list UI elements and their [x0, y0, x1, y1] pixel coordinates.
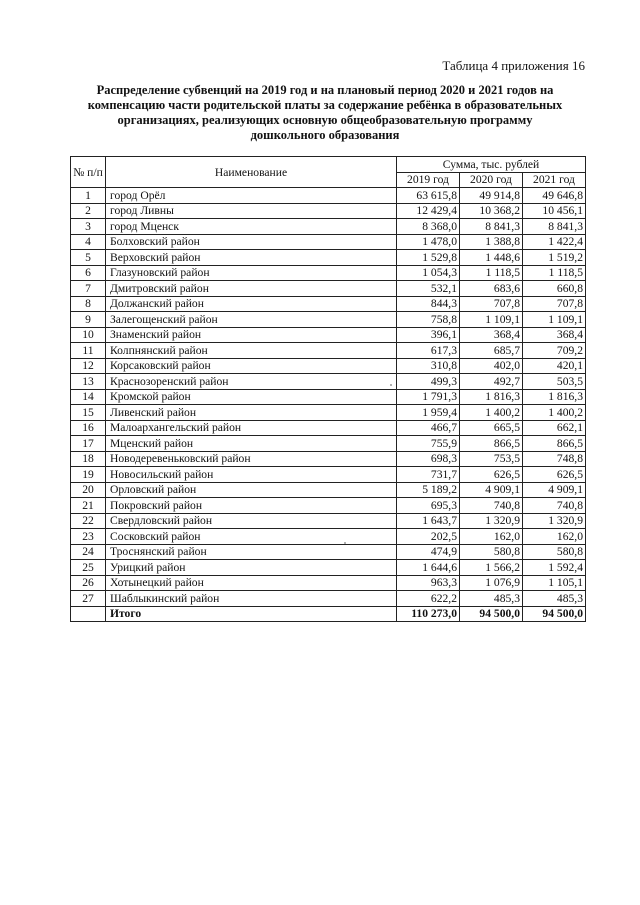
- row-2020: 683,6: [460, 281, 523, 297]
- row-name: Кромской район: [106, 389, 397, 405]
- scan-speck: [344, 542, 346, 544]
- row-2019: 731,7: [397, 467, 460, 483]
- row-2019: 844,3: [397, 296, 460, 312]
- row-num: 12: [71, 358, 106, 374]
- row-2020: 1 388,8: [460, 234, 523, 250]
- row-name: Урицкий район: [106, 560, 397, 576]
- row-num: 18: [71, 451, 106, 467]
- row-2021: 748,8: [523, 451, 586, 467]
- row-num: 21: [71, 498, 106, 514]
- row-2019: 963,3: [397, 575, 460, 591]
- row-num: 11: [71, 343, 106, 359]
- row-num: 26: [71, 575, 106, 591]
- row-2021: 1 118,5: [523, 265, 586, 281]
- row-name: Верховский район: [106, 250, 397, 266]
- row-2019: 532,1: [397, 281, 460, 297]
- table-row: [71, 591, 586, 607]
- header-row-1: [71, 157, 586, 173]
- row-2020: 4 909,1: [460, 482, 523, 498]
- header-year-2019: 2019 год: [397, 172, 460, 188]
- table-row: [71, 560, 586, 576]
- row-name: Хотынецкий район: [106, 575, 397, 591]
- header-year-2021: 2021 год: [523, 172, 586, 188]
- table-row: [71, 420, 586, 436]
- total-label: Итого: [106, 606, 397, 622]
- row-2020: 368,4: [460, 327, 523, 343]
- row-num: 19: [71, 467, 106, 483]
- row-name: Ливенский район: [106, 405, 397, 421]
- row-2021: 485,3: [523, 591, 586, 607]
- row-num: 8: [71, 296, 106, 312]
- table-row: [71, 358, 586, 374]
- row-2020: 485,3: [460, 591, 523, 607]
- row-2020: 580,8: [460, 544, 523, 560]
- row-name: Болховский район: [106, 234, 397, 250]
- row-num: 1: [71, 188, 106, 204]
- row-2020: 8 841,3: [460, 219, 523, 235]
- row-num: 23: [71, 529, 106, 545]
- row-2019: 8 368,0: [397, 219, 460, 235]
- row-2020: 626,5: [460, 467, 523, 483]
- total-2021: 94 500,0: [523, 606, 586, 622]
- table-row: [71, 405, 586, 421]
- table-row: [71, 529, 586, 545]
- row-2019: 622,2: [397, 591, 460, 607]
- row-name: Колпнянский район: [106, 343, 397, 359]
- row-2021: 1 320,9: [523, 513, 586, 529]
- row-2020: 1 118,5: [460, 265, 523, 281]
- row-2020: 162,0: [460, 529, 523, 545]
- row-2021: 4 909,1: [523, 482, 586, 498]
- row-2021: 8 841,3: [523, 219, 586, 235]
- header-sum: Сумма, тыс. рублей: [397, 157, 586, 173]
- row-name: Залегощенский район: [106, 312, 397, 328]
- document-title: Распределение субвенций на 2019 год и на плановый период 2020 и 2021 годов на компенсацию части родительской платы за содержание ребёнка в образовательных организациях, реализующих основную общеобразовательную программу дошкольного образования: [87, 83, 563, 142]
- row-2020: 866,5: [460, 436, 523, 452]
- row-num: 16: [71, 420, 106, 436]
- table-row: [71, 513, 586, 529]
- row-2019: 1 643,7: [397, 513, 460, 529]
- row-name: Дмитровский район: [106, 281, 397, 297]
- row-2021: 626,5: [523, 467, 586, 483]
- table-footer: [71, 606, 586, 622]
- row-2020: 1 109,1: [460, 312, 523, 328]
- table-row: [71, 188, 586, 204]
- row-name: город Орёл: [106, 188, 397, 204]
- scan-speck: [390, 384, 392, 386]
- row-2021: 709,2: [523, 343, 586, 359]
- row-2021: 49 646,8: [523, 188, 586, 204]
- row-num: 17: [71, 436, 106, 452]
- row-2020: 753,5: [460, 451, 523, 467]
- table-row: [71, 343, 586, 359]
- table-row: [71, 265, 586, 281]
- row-name: Глазуновский район: [106, 265, 397, 281]
- appendix-reference: Таблица 4 приложения 16: [442, 58, 585, 73]
- row-2019: 202,5: [397, 529, 460, 545]
- total-row: [71, 606, 586, 622]
- row-2021: 866,5: [523, 436, 586, 452]
- row-num: 22: [71, 513, 106, 529]
- row-2019: 758,8: [397, 312, 460, 328]
- row-2019: 466,7: [397, 420, 460, 436]
- row-2019: 617,3: [397, 343, 460, 359]
- row-name: Новодеревеньковский район: [106, 451, 397, 467]
- header-year-2020: 2020 год: [460, 172, 523, 188]
- table-row: [71, 575, 586, 591]
- row-2021: 1 109,1: [523, 312, 586, 328]
- table-row: [71, 498, 586, 514]
- row-2021: 1 400,2: [523, 405, 586, 421]
- row-2019: 474,9: [397, 544, 460, 560]
- row-2020: 740,8: [460, 498, 523, 514]
- row-name: Знаменский район: [106, 327, 397, 343]
- row-name: Малоархангельский район: [106, 420, 397, 436]
- row-num: 13: [71, 374, 106, 390]
- row-num: 25: [71, 560, 106, 576]
- table-row: [71, 327, 586, 343]
- row-2021: 162,0: [523, 529, 586, 545]
- row-num: 10: [71, 327, 106, 343]
- row-num: 5: [71, 250, 106, 266]
- row-num: 4: [71, 234, 106, 250]
- table-row: [71, 234, 586, 250]
- row-name: Троснянский район: [106, 544, 397, 560]
- row-2020: 1 566,2: [460, 560, 523, 576]
- total-2020: 94 500,0: [460, 606, 523, 622]
- row-2021: 662,1: [523, 420, 586, 436]
- table-row: [71, 250, 586, 266]
- row-2019: 755,9: [397, 436, 460, 452]
- row-name: Покровский район: [106, 498, 397, 514]
- row-num: 7: [71, 281, 106, 297]
- table-row: [71, 374, 586, 390]
- row-2020: 665,5: [460, 420, 523, 436]
- row-name: Краснозоренский район: [106, 374, 397, 390]
- row-2019: 1 054,3: [397, 265, 460, 281]
- total-2019: 110 273,0: [397, 606, 460, 622]
- row-2020: 402,0: [460, 358, 523, 374]
- total-num-cell: [71, 606, 106, 622]
- row-name: Свердловский район: [106, 513, 397, 529]
- row-num: 6: [71, 265, 106, 281]
- row-2020: 10 368,2: [460, 203, 523, 219]
- row-2019: 63 615,8: [397, 188, 460, 204]
- header-num: № п/п: [71, 157, 106, 188]
- row-2021: 1 422,4: [523, 234, 586, 250]
- row-2019: 310,8: [397, 358, 460, 374]
- row-2020: 685,7: [460, 343, 523, 359]
- row-2019: 1 529,8: [397, 250, 460, 266]
- row-2021: 1 592,4: [523, 560, 586, 576]
- row-name: Новосильский район: [106, 467, 397, 483]
- row-2021: 368,4: [523, 327, 586, 343]
- table-row: [71, 312, 586, 328]
- table-body: [71, 188, 586, 607]
- table-row: [71, 219, 586, 235]
- row-2019: 12 429,4: [397, 203, 460, 219]
- table-row: [71, 281, 586, 297]
- table-row: [71, 451, 586, 467]
- row-num: 15: [71, 405, 106, 421]
- row-2019: 1 478,0: [397, 234, 460, 250]
- row-2021: 1 519,2: [523, 250, 586, 266]
- table-row: [71, 203, 586, 219]
- row-num: 2: [71, 203, 106, 219]
- row-2019: 698,3: [397, 451, 460, 467]
- row-2021: 420,1: [523, 358, 586, 374]
- row-2021: 707,8: [523, 296, 586, 312]
- row-num: 14: [71, 389, 106, 405]
- row-name: Шаблыкинский район: [106, 591, 397, 607]
- subsidy-table: [70, 156, 586, 622]
- row-2021: 503,5: [523, 374, 586, 390]
- row-name: город Мценск: [106, 219, 397, 235]
- row-2021: 580,8: [523, 544, 586, 560]
- row-name: Корсаковский район: [106, 358, 397, 374]
- table-row: [71, 389, 586, 405]
- row-2021: 660,8: [523, 281, 586, 297]
- table-row: [71, 436, 586, 452]
- row-num: 3: [71, 219, 106, 235]
- row-2020: 1 400,2: [460, 405, 523, 421]
- row-2020: 1 076,9: [460, 575, 523, 591]
- row-2021: 740,8: [523, 498, 586, 514]
- row-num: 20: [71, 482, 106, 498]
- row-2021: 10 456,1: [523, 203, 586, 219]
- row-2020: 707,8: [460, 296, 523, 312]
- row-2019: 695,3: [397, 498, 460, 514]
- row-name: Сосковский район: [106, 529, 397, 545]
- row-2020: 49 914,8: [460, 188, 523, 204]
- row-2019: 5 189,2: [397, 482, 460, 498]
- table-row: [71, 544, 586, 560]
- row-2020: 1 816,3: [460, 389, 523, 405]
- row-2019: 1 791,3: [397, 389, 460, 405]
- row-name: Мценский район: [106, 436, 397, 452]
- row-name: Орловский район: [106, 482, 397, 498]
- row-num: 24: [71, 544, 106, 560]
- row-2020: 1 448,6: [460, 250, 523, 266]
- row-2019: 1 959,4: [397, 405, 460, 421]
- table-row: [71, 467, 586, 483]
- row-2019: 396,1: [397, 327, 460, 343]
- row-2020: 492,7: [460, 374, 523, 390]
- row-num: 27: [71, 591, 106, 607]
- row-name: город Ливны: [106, 203, 397, 219]
- table-row: [71, 296, 586, 312]
- row-num: 9: [71, 312, 106, 328]
- row-2019: 499,3: [397, 374, 460, 390]
- row-2021: 1 105,1: [523, 575, 586, 591]
- header-name: Наименование: [106, 157, 397, 188]
- row-2019: 1 644,6: [397, 560, 460, 576]
- table-row: [71, 482, 586, 498]
- table-header: [71, 157, 586, 188]
- row-name: Должанский район: [106, 296, 397, 312]
- row-2021: 1 816,3: [523, 389, 586, 405]
- row-2020: 1 320,9: [460, 513, 523, 529]
